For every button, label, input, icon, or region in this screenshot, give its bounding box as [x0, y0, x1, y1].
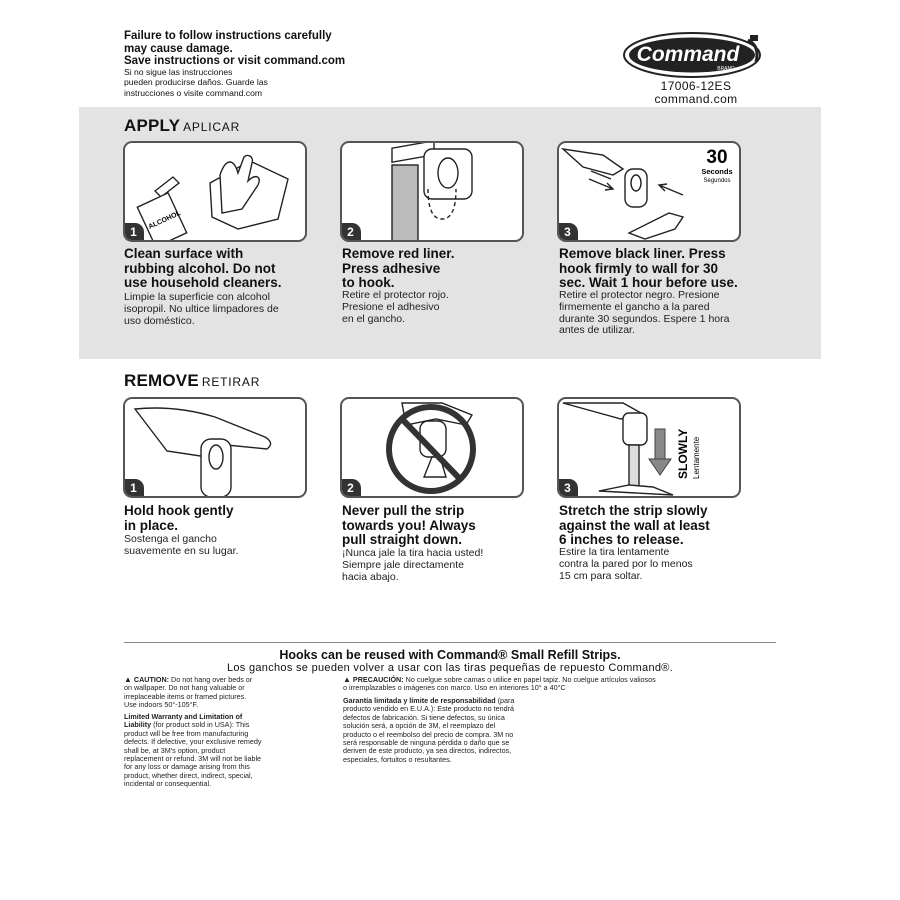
- alcohol-bottle-icon: [125, 143, 305, 240]
- step-number-badge: 1: [123, 223, 144, 242]
- product-code: 17006-12ES: [660, 79, 732, 93]
- caution-es: [343, 676, 783, 693]
- apply-step-3-text-es: Retire el protector negro. Presione firmemente el gancho a la pared durante 30 segundos. Espere 1 hora antes de utilizar.: [559, 289, 730, 337]
- apply-step-1-text-es: Limpie la superficie con alcohol isopropil. No ultice limpadores de uso doméstico.: [124, 291, 279, 327]
- apply-step-2-text-es: Retire el protector rojo. Presione el adhesivo en el gancho.: [342, 289, 449, 325]
- step-number-badge: 3: [557, 479, 578, 498]
- step-number-badge: 3: [557, 223, 578, 242]
- no-pull-icon: [342, 399, 522, 496]
- step-number-badge: 1: [123, 479, 144, 498]
- timer-label-en: Seconds: [701, 167, 733, 176]
- reuse-note-es: Los ganchos se pueden volver a usar con las tiras pequeñas de repuesto Command®.: [226, 662, 674, 674]
- warranty-es: [343, 697, 593, 764]
- remove-step-2-text-en: Never pull the strip towards you! Always pull straight down.: [342, 503, 476, 547]
- logo-brand: BRAND: [717, 66, 735, 72]
- adhesive-strip-icon: [342, 143, 522, 240]
- garantia-title: Garantía limitada y límite de responsabilidad: [343, 696, 496, 705]
- remove-step-1-illustration: [123, 397, 307, 498]
- precaucion-text: No cuelgue sobre camas o utilice en papel tapiz. No cuelgue artículos valiosos o irremplazables o imágenes con marco. Uso en interiores 10° a 40°C: [343, 675, 656, 693]
- caution-label: CAUTION:: [133, 675, 170, 684]
- reuse-note-en: Hooks can be reused with Command® Small Refill Strips.: [279, 648, 621, 662]
- apply-title: APPLY: [124, 116, 181, 135]
- garantia-text: (para producto vendido en E.U.A.): Este producto no tendrá defectos de fabricación. Si tiene defectos, su única solución será, a opción de 3M, el reemplazo del producto o el reembolso del precio de compra. 3M no será responsable de ninguna pérdida o daño que se deriven de este producto, ya sea directos, indirectos, especiales, fortuitos o resultantes.: [343, 696, 515, 764]
- timer-label-es: Segundos: [703, 178, 731, 184]
- warranty-en: [124, 713, 324, 789]
- apply-step-1-illustration: [123, 141, 307, 242]
- warning-english: Failure to follow instructions carefully may cause damage. Save instructions or visit command.com: [124, 30, 346, 67]
- step-number-badge: 2: [340, 223, 361, 242]
- website: command.com: [654, 92, 738, 106]
- bottle-label: ALCOHOL: [147, 209, 182, 231]
- apply-step-2-text-en: Remove red liner. Press adhesive to hook.: [342, 246, 455, 290]
- apply-heading: [124, 116, 240, 136]
- timer-value: 30: [706, 147, 728, 168]
- warranty-title: Limited Warranty and Limitation of Liability: [124, 712, 243, 730]
- apply-step-3-text-en: Remove black liner. Press hook firmly to wall for 30 sec. Wait 1 hour before use.: [559, 246, 738, 290]
- stretch-strip-icon: [559, 399, 739, 496]
- remove-step-3-text-es: Estire la tira lentamente contra la pared por lo menos 15 cm para soltar.: [559, 546, 693, 582]
- remove-step-3-illustration: [557, 397, 741, 498]
- hold-hook-icon: [125, 399, 305, 496]
- remove-step-2-text-es: ¡Nunca jale la tira hacia usted! Siempre jale directamente hacia abajo.: [342, 547, 484, 583]
- slowly-label-en: SLOWLY: [676, 428, 690, 479]
- remove-heading: [124, 371, 260, 391]
- precaucion-label: PRECAUCIÓN:: [352, 675, 404, 684]
- footer-divider: [124, 642, 776, 643]
- remove-step-3-text-en: Stretch the strip slowly against the wall at least 6 inches to release.: [559, 503, 710, 547]
- logo-wordmark: Command: [636, 43, 740, 66]
- apply-step-3-illustration: [557, 141, 741, 242]
- command-logo: [622, 30, 770, 80]
- slowly-label-es: Lentamente: [692, 436, 701, 479]
- warning-spanish: Si no sigue las instrucciones pueden producirse daños. Guarde las instrucciones o visite command.com: [124, 67, 268, 98]
- warning-triangle-icon: ▲: [124, 675, 132, 684]
- remove-step-1-text-es: Sostenga el gancho suavemente en su lugar.: [124, 533, 239, 557]
- remove-step-2-illustration: [340, 397, 524, 498]
- remove-subtitle: RETIRAR: [201, 375, 261, 389]
- caution-en: [124, 676, 324, 710]
- warning-triangle-icon: ▲: [343, 675, 351, 684]
- apply-step-2-illustration: [340, 141, 524, 242]
- caution-text: Do not hang over beds or on wallpaper. Do not hang valuable or irreplaceable items or framed pictures. Use indoors 50°-105°F.: [124, 675, 253, 710]
- apply-step-1-text-en: Clean surface with rubbing alcohol. Do not use household cleaners.: [124, 246, 282, 290]
- remove-step-1-text-en: Hold hook gently in place.: [124, 503, 234, 533]
- warranty-text: (for product sold in USA): This product will be free from manufacturing defects. If defective, your exclusive remedy shall be, at 3M's option, product replacement or refund. 3M will not be liable for any loss or damage arising from this product, whether direct, indirect, special, incidental or consequential.: [124, 720, 262, 789]
- step-number-badge: 2: [340, 479, 361, 498]
- product-code-block: [622, 80, 770, 106]
- remove-title: REMOVE: [124, 371, 199, 390]
- apply-subtitle: APLICAR: [183, 120, 241, 134]
- press-hook-icon: [559, 143, 739, 240]
